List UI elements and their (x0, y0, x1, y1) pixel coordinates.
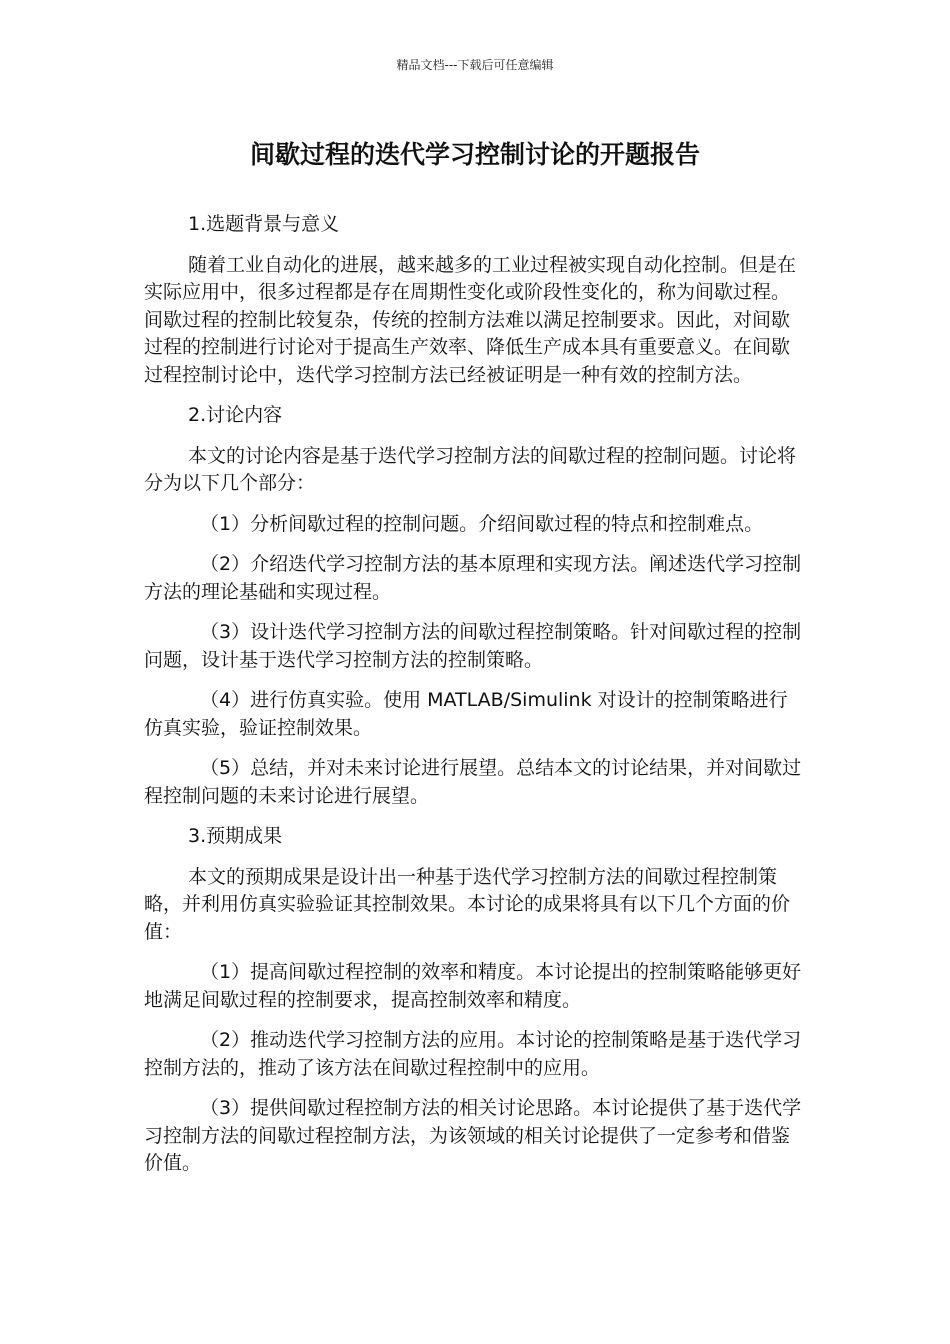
document-title: 间歇过程的迭代学习控制讨论的开题报告 (249, 140, 700, 169)
section-paragraph-background: 随着工业自动化的进展，越来越多的工业过程被实现自动化控制。但是在实际应用中，很多过程都是存在周期性变化或阶段性变化的，称为间歇过程。间歇过程的控制比较复杂，传统的控制方法难以满足控制要求。因此，对间歇过程的控制进行讨论对于提高生产效率、降低生产成本具有重要意义。在间歇过程控制讨论中，迭代学习控制方法已经被证明是一种有效的控制方法。 (144, 253, 797, 386)
section-heading-background: 1.选题背景与意义 (188, 213, 340, 235)
section-heading-content: 2.讨论内容 (188, 404, 283, 426)
list-item: （1）提高间歇过程控制的效率和精度。本讨论提出的控制策略能够更好地满足间歇过程的控制要求，提高控制效率和精度。 (144, 961, 802, 1011)
list-item: （2）推动迭代学习控制方法的应用。本讨论的控制策略是基于迭代学习控制方法的，推动了该方法在间歇过程控制中的应用。 (144, 1029, 802, 1079)
list-item: （3）提供间歇过程控制方法的相关讨论思路。本讨论提供了基于迭代学习控制方法的间歇过程控制方法，为该领域的相关讨论提供了一定参考和借鉴价值。 (144, 1097, 802, 1174)
list-item: （4）进行仿真实验。使用 MATLAB/Simulink 对设计的控制策略进行仿真实验，验证控制效果。 (144, 689, 788, 739)
list-item: （5）总结，并对未来讨论进行展望。总结本文的讨论结果，并对间歇过程控制问题的未来讨论进行展望。 (144, 757, 802, 807)
list-item: （3）设计迭代学习控制方法的间歇过程控制策略。针对间歇过程的控制问题，设计基于迭代学习控制方法的控制策略。 (144, 621, 802, 671)
section-paragraph-content: 本文的讨论内容是基于迭代学习控制方法的间歇过程的控制问题。讨论将分为以下几个部分： (144, 444, 797, 494)
list-item: （1）分析间歇过程的控制问题。介绍间歇过程的特点和控制难点。 (200, 512, 764, 535)
list-item: （2）介绍迭代学习控制方法的基本原理和实现方法。阐述迭代学习控制方法的理论基础和实现过程。 (144, 553, 802, 603)
section-heading-results: 3.预期成果 (188, 825, 283, 847)
section-paragraph-results: 本文的预期成果是设计出一种基于迭代学习控制方法的间歇过程控制策略，并利用仿真实验验证其控制效果。本讨论的成果将具有以下几个方面的价值： (144, 865, 791, 943)
document-body (144, 211, 806, 1191)
header-note: 精品文档---下载后可任意编辑 (396, 58, 554, 72)
